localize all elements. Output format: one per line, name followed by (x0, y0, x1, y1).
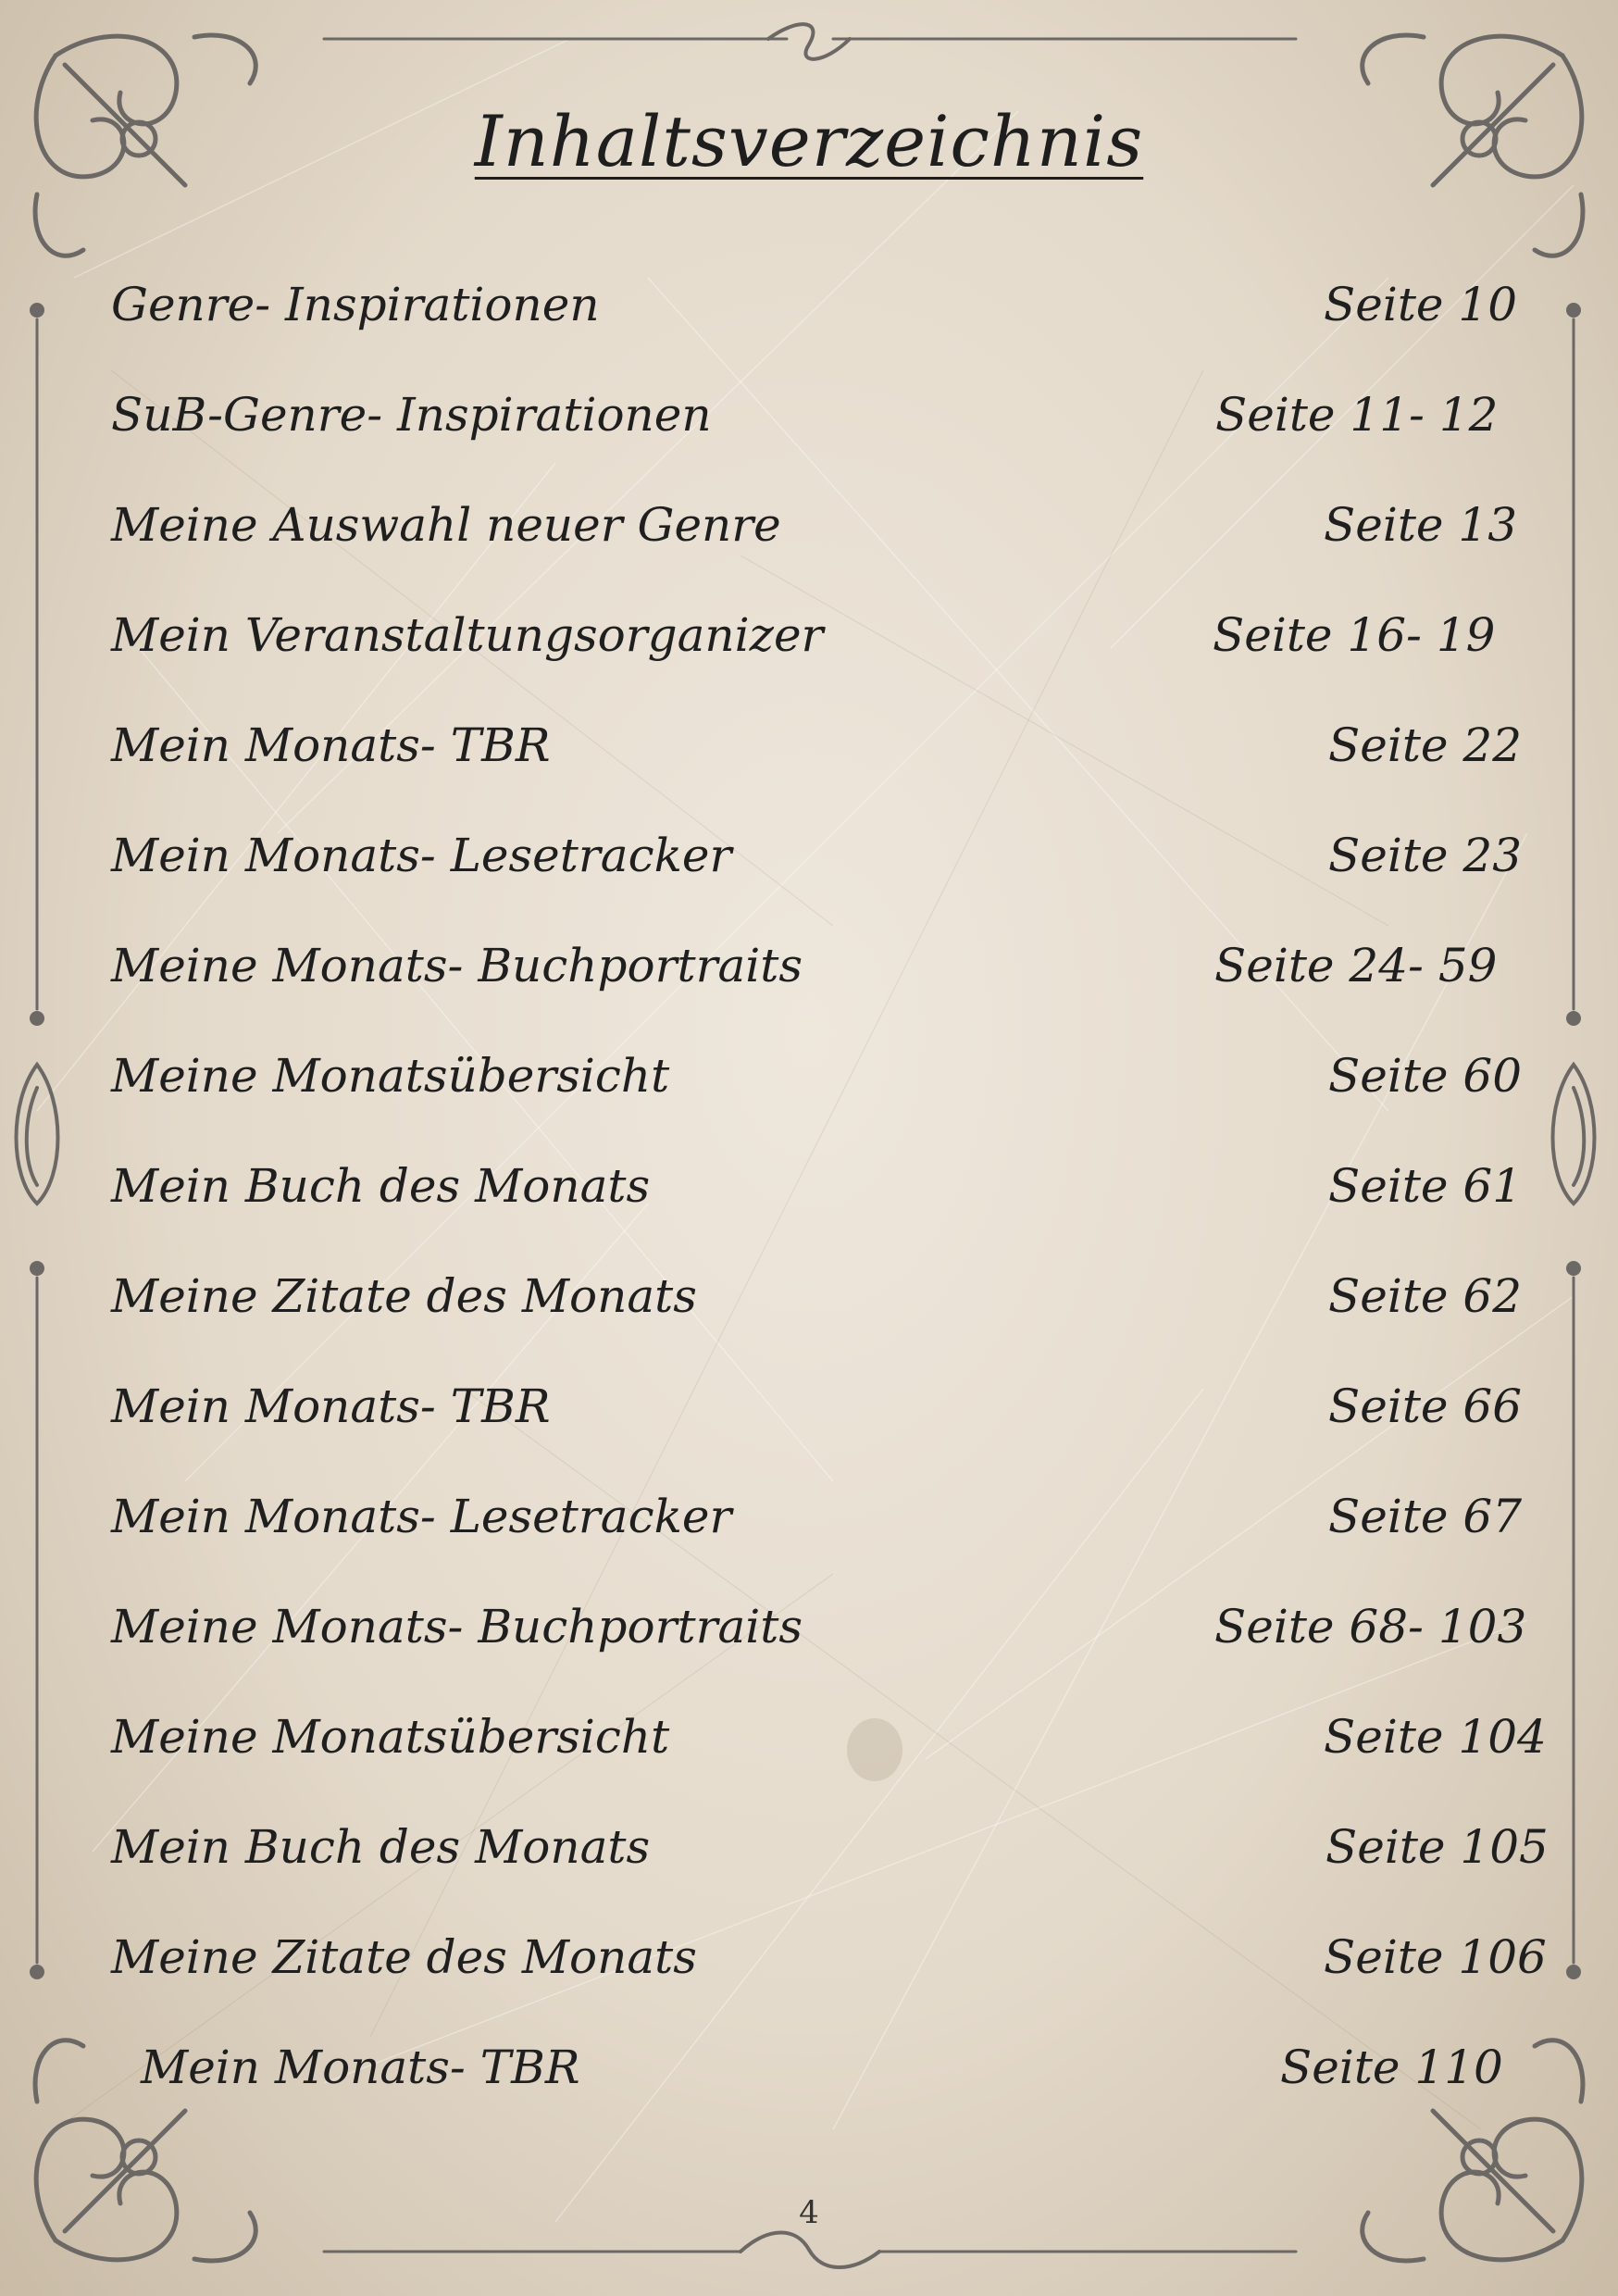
toc-entry-label: Mein Monats- Lesetracker (111, 829, 732, 882)
toc-entry-label: Meine Monats- Buchportraits (111, 1600, 803, 1653)
toc-entry-page: Seite 105 (1326, 1820, 1549, 1874)
toc-entry-label: SuB-Genre- Inspirationen (111, 388, 712, 442)
toc-entry (0, 1600, 1618, 1665)
toc-entry (0, 1930, 1618, 1995)
toc-entry-page: Seite 10 (1324, 278, 1518, 331)
toc-entry (0, 1379, 1618, 1444)
toc-entry (0, 2040, 1618, 2105)
toc-entry-page: Seite 66 (1328, 1379, 1523, 1433)
page-number: 4 (799, 2194, 819, 2231)
toc-entry (0, 278, 1618, 343)
toc-entry (0, 829, 1618, 893)
toc-entry-page: Seite 110 (1280, 2040, 1503, 2094)
toc-entry (0, 608, 1618, 673)
toc-entry (0, 1159, 1618, 1224)
toc-entry (0, 939, 1618, 1004)
toc-entry (0, 388, 1618, 453)
toc-entry-page: Seite 11- 12 (1215, 388, 1499, 442)
toc-entry-label: Mein Veranstaltungsorganizer (111, 608, 824, 662)
toc-entry-label: Meine Monats- Buchportraits (111, 939, 803, 992)
toc-entry (0, 1049, 1618, 1114)
toc-entry-label: Meine Zitate des Monats (111, 1269, 697, 1323)
toc-entry (0, 1490, 1618, 1554)
toc-entry-page: Seite 13 (1324, 498, 1518, 552)
toc-entry-label: Mein Monats- TBR (141, 2040, 580, 2094)
toc-entry (0, 1820, 1618, 1885)
toc-entry (0, 498, 1618, 563)
toc-entry-label: Mein Monats- Lesetracker (111, 1490, 732, 1543)
toc-entry-label: Meine Monatsübersicht (111, 1049, 670, 1103)
toc-entry-label: Mein Buch des Monats (111, 1159, 651, 1213)
toc-entry (0, 718, 1618, 783)
toc-entry-page: Seite 62 (1328, 1269, 1523, 1323)
toc-entry-page: Seite 24- 59 (1214, 939, 1498, 992)
toc-entry-page: Seite 68- 103 (1214, 1600, 1527, 1653)
toc-entry-page: Seite 61 (1328, 1159, 1523, 1213)
toc-entry-page: Seite 106 (1324, 1930, 1547, 1984)
page-title-text: Inhaltsverzeichnis (474, 100, 1144, 182)
toc-entry-label: Genre- Inspirationen (111, 278, 600, 331)
toc-entry-label: Mein Monats- TBR (111, 718, 551, 772)
toc-entry-page: Seite 104 (1324, 1710, 1547, 1764)
toc-entry-label: Meine Monatsübersicht (111, 1710, 670, 1764)
toc-entry-page: Seite 22 (1328, 718, 1523, 772)
toc-entry-label: Mein Monats- TBR (111, 1379, 551, 1433)
toc-entry-page: Seite 67 (1328, 1490, 1523, 1543)
toc-entry (0, 1710, 1618, 1775)
toc-entry (0, 1269, 1618, 1334)
toc-entry-page: Seite 16- 19 (1213, 608, 1496, 662)
toc-entry-page: Seite 60 (1328, 1049, 1523, 1103)
toc-entry-page: Seite 23 (1328, 829, 1523, 882)
toc-entry-label: Meine Zitate des Monats (111, 1930, 697, 1984)
toc-entry-label: Mein Buch des Monats (111, 1820, 651, 1874)
toc-entry-label: Meine Auswahl neuer Genre (111, 498, 781, 552)
